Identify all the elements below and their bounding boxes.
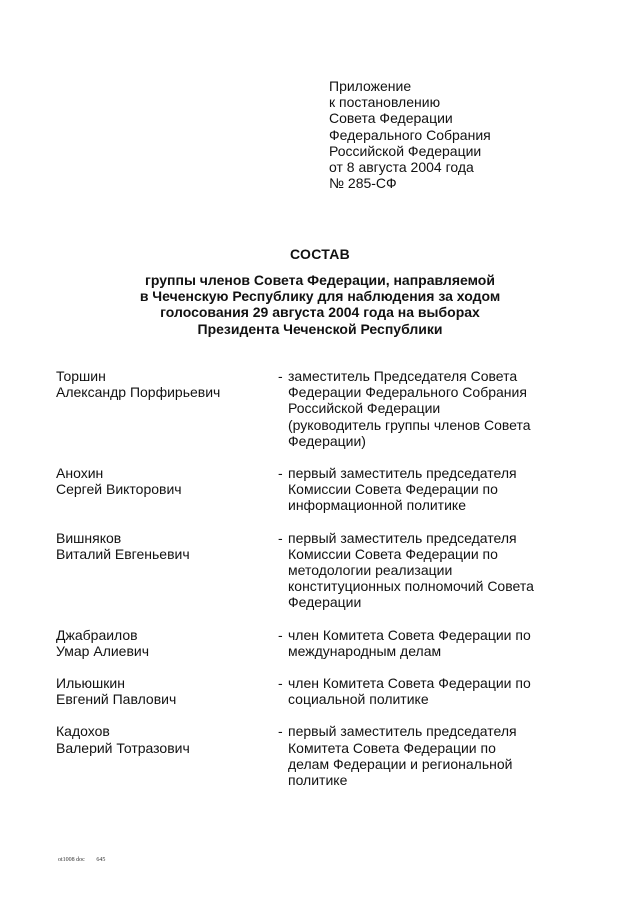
member-name (56, 723, 266, 755)
role-line: Федерации) (288, 432, 366, 449)
document-title: СОСТАВ (289, 246, 351, 262)
role-line: первый заместитель председателя (288, 723, 517, 740)
appendix-line: Совета Федерации (329, 110, 453, 127)
member-name (56, 530, 266, 562)
member-surname: Ильюшкин (56, 675, 125, 692)
member-role (288, 675, 586, 707)
member-surname: Вишняков (56, 529, 122, 546)
member-surname: Анохин (56, 465, 104, 482)
role-line: информационной политике (288, 497, 466, 514)
role-line: политике (288, 772, 348, 789)
role-line: Российской Федерации (288, 400, 441, 417)
appendix-line: № 285-СФ (329, 175, 397, 192)
role-line: делам Федерации и региональной (288, 755, 513, 772)
member-name (56, 675, 266, 707)
member-role (288, 723, 586, 788)
member-given-names: Александр Порфирьевич (56, 384, 221, 401)
member-name (56, 465, 266, 497)
member-entry (56, 675, 586, 707)
role-line: Федерации Федерального Собрания (288, 384, 527, 401)
subtitle-line: группы членов Совета Федерации, направляемой (145, 272, 495, 288)
separator-dash: - (278, 529, 283, 546)
role-line: первый заместитель председателя (288, 529, 517, 546)
separator-dash: - (278, 626, 283, 643)
member-surname: Джабраилов (56, 626, 138, 643)
separator-dash: - (278, 675, 283, 692)
role-line: международным делам (288, 642, 442, 659)
role-line: заместитель Председателя Совета (288, 368, 518, 384)
document-subtitle (0, 272, 640, 337)
member-entry (56, 530, 586, 611)
member-name (56, 368, 266, 400)
role-line: первый заместитель председателя (288, 465, 517, 482)
appendix-line: от 8 августа 2004 года (329, 159, 474, 176)
appendix-line: Российской Федерации (329, 142, 482, 159)
member-given-names: Умар Алиевич (56, 642, 150, 659)
appendix-line: Федерального Собрания (329, 126, 491, 143)
members-list (56, 368, 586, 788)
footer-page-number: 645 (96, 857, 106, 863)
role-line: член Комитета Совета Федерации по (288, 626, 531, 643)
member-entry (56, 368, 586, 449)
member-given-names: Евгений Павлович (56, 691, 177, 708)
member-name (56, 627, 266, 659)
role-line: Комиссии Совета Федерации по (288, 481, 498, 498)
member-given-names: Виталий Евгеньевич (56, 545, 190, 562)
subtitle-line: в Чеченскую Республику для наблюдения за ходом (139, 288, 501, 305)
role-line: член Комитета Совета Федерации по (288, 675, 531, 692)
appendix-line: к постановлению (329, 94, 441, 111)
subtitle-line: Президента Чеченской Республики (197, 320, 443, 337)
appendix-header (329, 78, 491, 191)
role-line: Комитета Совета Федерации по (288, 739, 496, 756)
member-entry (56, 465, 586, 514)
member-entry (56, 627, 586, 659)
footer-filename: ot1008 doc (58, 857, 85, 863)
member-entry (56, 723, 586, 788)
member-given-names: Сергей Викторович (56, 481, 182, 498)
member-surname: Кадохов (56, 723, 110, 740)
role-line: методологии реализации (288, 562, 453, 579)
separator-dash: - (278, 368, 283, 384)
role-line: социальной политике (288, 691, 429, 708)
role-line: Комиссии Совета Федерации по (288, 545, 498, 562)
member-role (288, 627, 586, 659)
member-role (288, 368, 586, 449)
member-surname: Торшин (56, 368, 106, 384)
member-role (288, 530, 586, 611)
subtitle-line: голосования 29 августа 2004 года на выборах (160, 304, 480, 321)
member-role (288, 465, 586, 514)
page-footer (58, 857, 115, 863)
role-line: (руководитель группы членов Совета (288, 416, 531, 433)
separator-dash: - (278, 723, 283, 740)
role-line: Федерации (288, 594, 362, 611)
role-line: конституционных полномочий Совета (288, 578, 534, 595)
member-given-names: Валерий Тотразович (56, 739, 190, 756)
appendix-line: Приложение (329, 78, 412, 94)
separator-dash: - (278, 465, 283, 482)
